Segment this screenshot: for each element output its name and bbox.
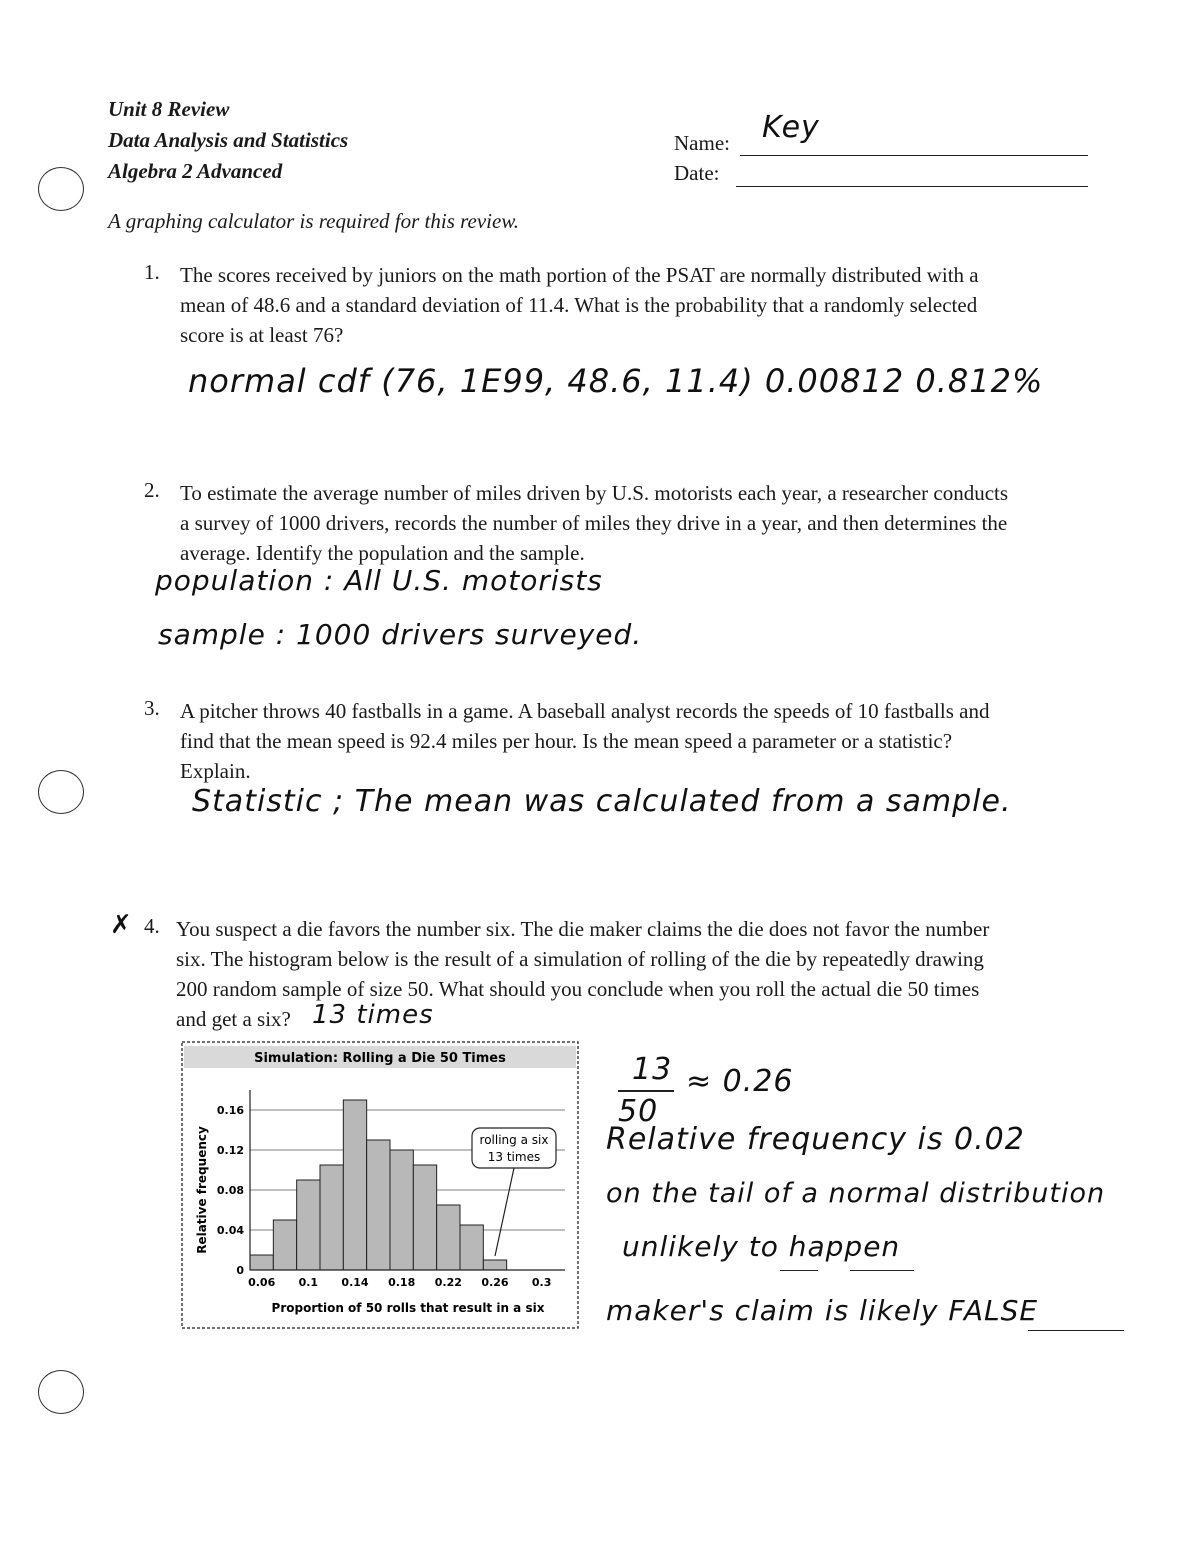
chart-bar bbox=[460, 1225, 483, 1270]
chart-bar bbox=[250, 1255, 273, 1270]
header-course: Algebra 2 Advanced bbox=[108, 159, 283, 183]
chart-annotation-line-1: rolling a six bbox=[479, 1133, 549, 1147]
chart-y-tick-label: 0 bbox=[236, 1264, 244, 1277]
question-2-number: 2. bbox=[144, 478, 160, 502]
work-fraction-numerator: 13 bbox=[632, 1052, 673, 1087]
binder-hole-top bbox=[38, 167, 84, 211]
question-1-answer: normal cdf (76, 1E99, 48.6, 11.4) 0.00812 0.812% bbox=[188, 362, 1044, 400]
chart-bar bbox=[413, 1165, 436, 1270]
work-line-1: Relative frequency is 0.02 bbox=[606, 1122, 1025, 1157]
histogram-figure bbox=[180, 1040, 580, 1330]
work-line-4: maker's claim is likely FALSE bbox=[606, 1294, 1039, 1327]
question-1-text: The scores received by juniors on the math portion of the PSAT are normally distributed with a mean of 48.6 and a standard deviation of 11.4. What is the probability that a randomly selected score is at least 76? bbox=[180, 263, 979, 347]
chart-bar bbox=[483, 1260, 506, 1270]
question-3-number: 3. bbox=[144, 696, 160, 720]
chart-x-tick-label: 0.22 bbox=[434, 1276, 462, 1289]
header-unit: Unit 8 Review bbox=[108, 97, 230, 121]
binder-hole-middle bbox=[38, 770, 84, 814]
chart-x-tick-label: 0.14 bbox=[341, 1276, 369, 1289]
work-line-2: on the tail of a normal distribution bbox=[606, 1178, 1106, 1209]
chart-annotation-line-2: 13 times bbox=[487, 1150, 541, 1164]
chart-x-tick-label: 0.06 bbox=[248, 1276, 276, 1289]
chart-x-tick-label: 0.3 bbox=[531, 1276, 552, 1289]
name-line bbox=[740, 155, 1088, 156]
question-3-answer: Statistic ; The mean was calculated from a sample. bbox=[192, 784, 1012, 819]
date-label: Date: bbox=[674, 161, 720, 185]
work-fraction-denominator: 50 bbox=[618, 1094, 659, 1129]
date-line bbox=[736, 186, 1088, 187]
work-line-3: unlikely to happen bbox=[622, 1230, 901, 1263]
chart-bar bbox=[343, 1100, 366, 1270]
question-3-text: A pitcher throws 40 fastballs in a game. A baseball analyst records the speeds of 10 fastballs and find that the mean speed is 92.4 miles per hour. Is the mean speed a parameter or a statistic? Explain. bbox=[180, 699, 990, 783]
question-4-number: 4. bbox=[144, 914, 160, 938]
chart-bar bbox=[273, 1220, 296, 1270]
chart-y-tick-label: 0.04 bbox=[216, 1224, 244, 1237]
chart-bar bbox=[437, 1205, 460, 1270]
name-label: Name: bbox=[674, 131, 730, 155]
question-4-text: You suspect a die favors the number six. The die maker claims the die does not favor the number six. The histogram below is the result of a simulation of rolling of the die by repeatedly drawing 200 random sample of size 50. What should you conclude when you roll the actual die 50 times and get a six? bbox=[176, 917, 990, 1031]
histogram-svg bbox=[180, 1040, 580, 1330]
work-equals: ≈ 0.26 bbox=[686, 1064, 794, 1099]
chart-bar bbox=[367, 1140, 390, 1270]
question-2-answer-population: population : All U.S. motorists bbox=[155, 564, 603, 597]
work-underline-false bbox=[1028, 1330, 1124, 1331]
question-4-inline-answer: 13 times bbox=[312, 1000, 434, 1030]
work-fraction-bar bbox=[618, 1090, 674, 1092]
chart-title: Simulation: Rolling a Die 50 Times bbox=[254, 1051, 506, 1066]
chart-y-tick-label: 0.16 bbox=[216, 1104, 244, 1117]
name-handwritten: Key bbox=[762, 110, 820, 145]
question-1-number: 1. bbox=[144, 260, 160, 284]
chart-x-tick-label: 0.18 bbox=[388, 1276, 416, 1289]
chart-ylabel: Relative frequency bbox=[195, 1126, 209, 1254]
chart-bar bbox=[390, 1150, 413, 1270]
chart-y-tick-label: 0.12 bbox=[216, 1144, 244, 1157]
chart-bar bbox=[320, 1165, 343, 1270]
work-underline-1 bbox=[780, 1270, 818, 1271]
chart-xlabel: Proportion of 50 rolls that result in a six bbox=[271, 1301, 545, 1315]
instruction-text: A graphing calculator is required for this review. bbox=[108, 209, 520, 233]
chart-y-tick-label: 0.08 bbox=[216, 1184, 244, 1197]
question-2-answer-sample: sample : 1000 drivers surveyed. bbox=[158, 618, 643, 651]
work-underline-2 bbox=[850, 1270, 914, 1271]
star-mark: ✗ bbox=[110, 910, 133, 940]
header-block bbox=[108, 94, 348, 187]
chart-x-tick-label: 0.1 bbox=[298, 1276, 319, 1289]
binder-hole-bottom bbox=[38, 1370, 84, 1414]
chart-x-tick-label: 0.26 bbox=[481, 1276, 509, 1289]
chart-bar bbox=[297, 1180, 320, 1270]
question-2-text: To estimate the average number of miles driven by U.S. motorists each year, a researcher conducts a survey of 1000 drivers, records the number of miles they drive in a year, and then determines the average. Identify the population and the sample. bbox=[180, 481, 1009, 565]
header-subject: Data Analysis and Statistics bbox=[108, 128, 349, 152]
